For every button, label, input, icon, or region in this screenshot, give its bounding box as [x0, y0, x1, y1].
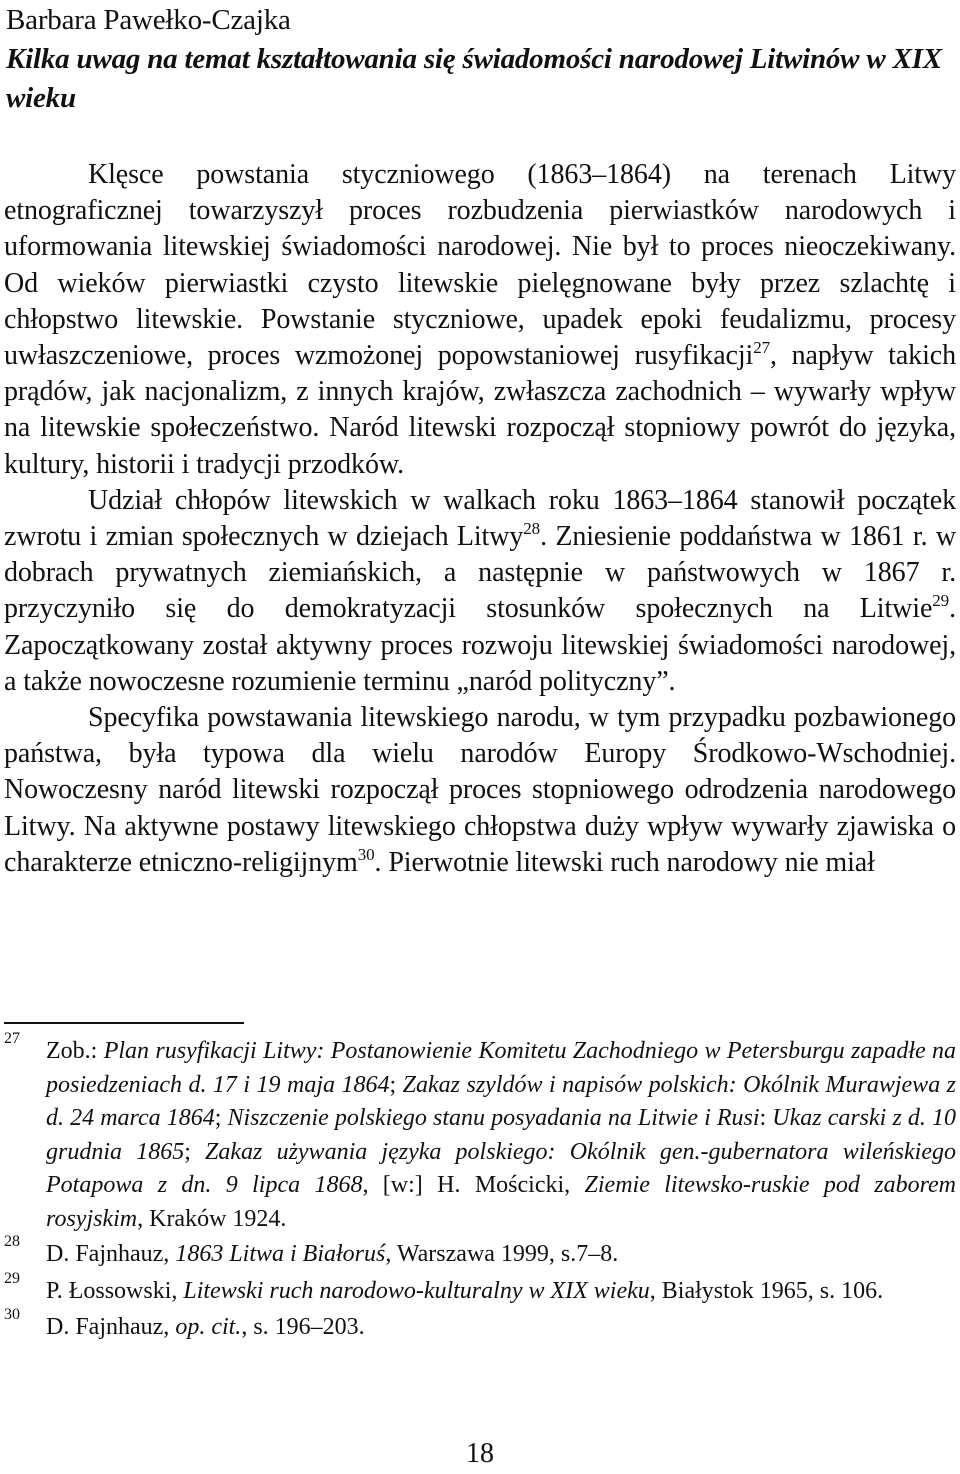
- footnotes: [4, 1030, 957, 1345]
- footnote-number: 28: [4, 1233, 20, 1250]
- footnote-segment: ;: [184, 1138, 206, 1165]
- footnote-italic-segment: op. cit.: [175, 1314, 242, 1340]
- paragraph-3: [4, 700, 956, 881]
- footnote-text: [46, 1275, 956, 1309]
- paragraph-text: . Pierwotnie litewski ruch narodowy nie miał: [374, 846, 875, 878]
- footnote-italic-segment: Plan rusyfikacji Litwy: Postanowienie Komitetu Zachodniego w Petersburgu zapadłe na posiedzeniach d. 17 i 19 maja 1864: [46, 1038, 957, 1098]
- footnote-segment: , Warszawa 1999, s.7–8.: [385, 1241, 619, 1267]
- footnote-ref: 28: [523, 519, 541, 539]
- footnote-text: [46, 1035, 956, 1236]
- footnote-segment: ;: [214, 1105, 228, 1131]
- footnote-ref: 27: [753, 338, 771, 358]
- footnote-italic-segment: Niszczenie polskiego stanu posyadania na Litwie i Rusi: [227, 1105, 760, 1131]
- footnote-ref: 30: [357, 844, 375, 864]
- footnote-text: [46, 1238, 956, 1272]
- paragraph-text: , napływ takich prądów, jak nacjonalizm, z innych krajów, zwłaszcza zachodnich – wywarły wpływ na litewskie społeczeństwo. Naród litewski rozpoczął stopniowy powrót do języka, kultury, historii i tradycji przodków.: [4, 340, 956, 480]
- footnote-italic-segment: Zakaz szyldów i napisów polskich: Okólnik Murawjewa z d. 24 marca 1864: [46, 1071, 957, 1131]
- footnote-item: [4, 1269, 956, 1309]
- footnote-item: [4, 1030, 957, 1236]
- article-body: [4, 157, 956, 881]
- footnote-segment: ;: [389, 1071, 403, 1098]
- footnote-italic-segment: 1863 Litwa i Białoruś: [175, 1241, 386, 1267]
- footnote-segment: , s. 196–203.: [241, 1314, 365, 1340]
- footnote-segment: , [w:] H. Mościcki,: [362, 1172, 585, 1198]
- author-name: Barbara Pawełko-Czajka: [6, 4, 291, 36]
- article-title: Kilka uwag na temat kształtowania się świadomości narodowej Litwinów w XIX wieku: [6, 43, 942, 114]
- footnote-text: [46, 1311, 956, 1345]
- footnote-number: 27: [4, 1030, 20, 1047]
- footnote-item: [4, 1306, 956, 1345]
- footnote-segment: D. Fajnhauz,: [46, 1241, 176, 1267]
- footnote-separator: [4, 1022, 244, 1024]
- footnote-number: 30: [4, 1306, 20, 1323]
- footnote-segment: , Kraków 1924.: [137, 1205, 287, 1232]
- footnote-italic-segment: Ziemie litewsko-ruskie pod zaborem rosyjskim: [46, 1172, 956, 1232]
- paragraph-text: . Zniesienie poddaństwa w 1861 r. w dobrach prywatnych ziemiańskich, a następnie w państwowych w 1867 r. przyczyniło się do demokratyzacji stosunków społecznych na Litwie: [4, 521, 956, 625]
- footnote-segment: Zob.:: [46, 1038, 104, 1064]
- footnote-number: 29: [4, 1269, 20, 1287]
- footnote-segment: P. Łossowski,: [46, 1277, 184, 1304]
- paragraph-2: [4, 483, 956, 700]
- footnote-italic-segment: Zakaz używania języka polskiego: Okólnik gen.-gubernatora wileńskiego Potapowa z dn. 9 lipca 1868: [46, 1138, 956, 1198]
- footnote-segment: , Białystok 1965, s. 106.: [649, 1277, 884, 1304]
- page-number: 18: [466, 1438, 494, 1469]
- footnote-italic-segment: Ukaz carski z d. 10 grudnia 1865: [46, 1105, 956, 1165]
- paragraph-text: Udział chłopów litewskich w walkach roku 1863–1864 stanowił początek zwrotu i zmian społecznych w dziejach Litwy: [4, 484, 956, 553]
- footnote-item: [4, 1233, 956, 1272]
- paragraph-text: Klęsce powstania styczniowego (1863–1864) na terenach Litwy etnograficznej towarzyszył proces rozbudzenia pierwiastków narodowych i uformowania litewskiej świadomości narodowej. Nie był to proces nieoczekiwany. Od wieków pierwiastki czysto litewskie pielęgnowane były przez szlachtę i chłopstwo litewskie. Powstanie styczniowe, upadek epoki feudalizmu, procesy uwłaszczeniowe, proces wzmożonej popowstaniowej rusyfikacji: [4, 159, 956, 372]
- paragraph-text: Specyfika powstawania litewskiego narodu, w tym przypadku pozbawionego państwa, była typowa dla wielu narodów Europy Środkowo-Wschodniej. Nowoczesny naród litewski rozpoczął proces stopniowego odrodzenia narodowego Litwy. Na aktywne postawy litewskiego chłopstwa duży wpływ wywarły zjawiska o charakterze etniczno-religijnym: [4, 702, 956, 878]
- footnote-segment: D. Fajnhauz,: [46, 1314, 176, 1340]
- footnote-italic-segment: Litewski ruch narodowo-kulturalny w XIX wieku: [183, 1277, 650, 1304]
- footnote-ref: 29: [932, 591, 950, 611]
- paragraph-1: [4, 157, 956, 483]
- paragraph-text: . Zapoczątkowany został aktywny proces rozwoju litewskiej świadomości narodowej, a także nowoczesne rozumienie terminu „naród polityczny”.: [4, 593, 956, 697]
- footnote-segment: :: [759, 1105, 773, 1131]
